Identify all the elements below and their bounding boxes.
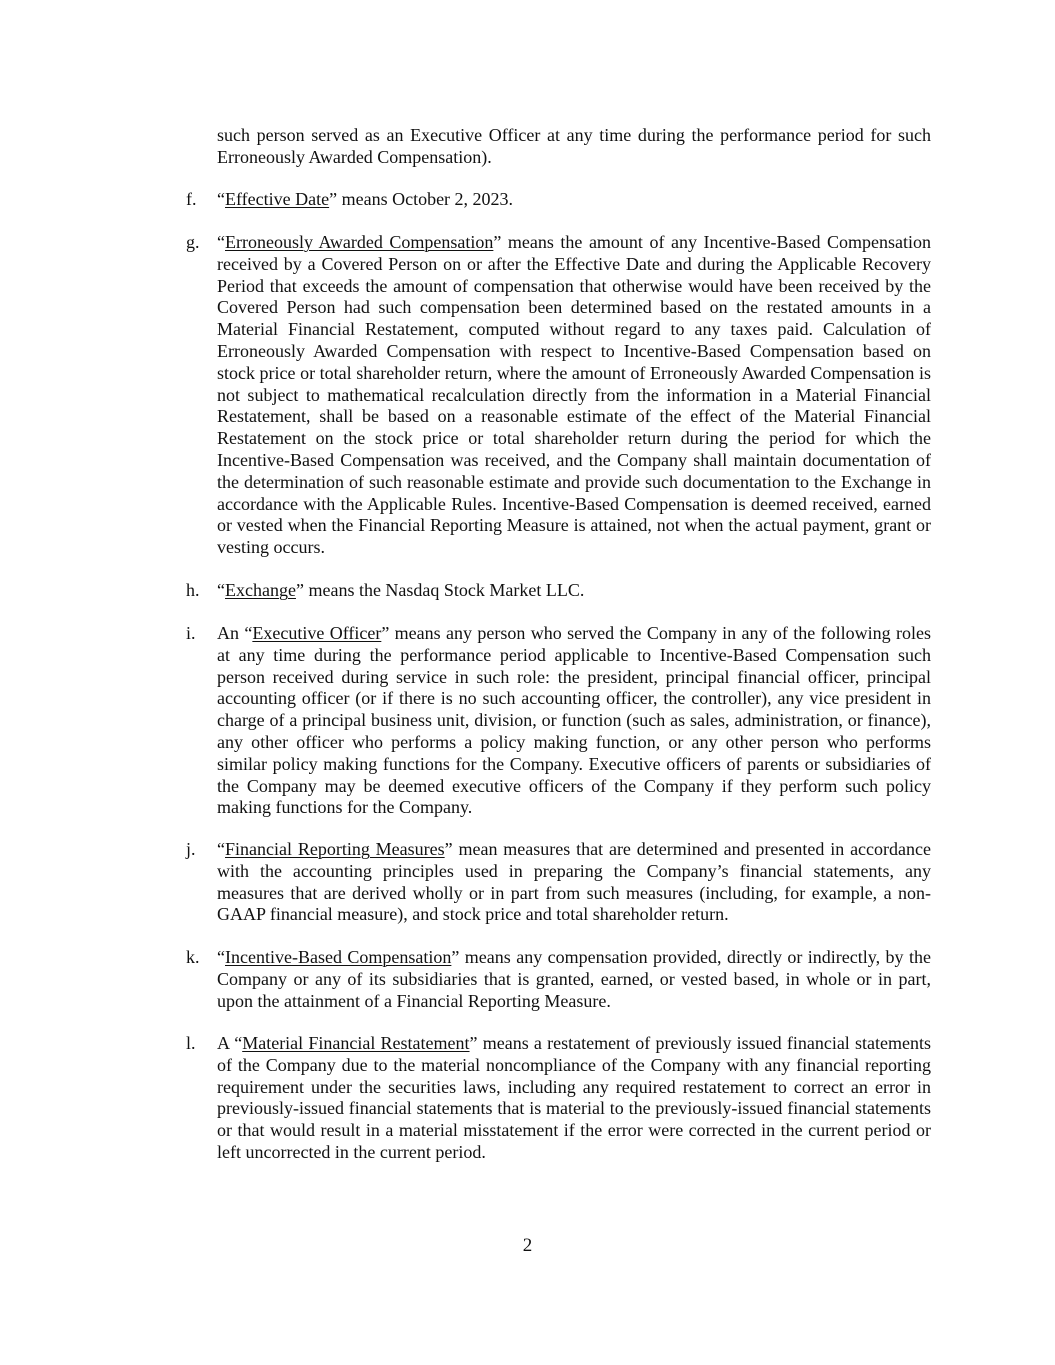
- definition-prefix: “: [217, 232, 225, 252]
- definition-body: ” mean measures that are determined and presented in accordance with the accounting principles used in preparing the Company’s financial statements, any measures that are derived wholly or in part from such measures (including, for example, a non-GAAP financial measure), and stock price and total shareholder return.: [217, 839, 931, 925]
- definition-letter: l.: [186, 1033, 196, 1053]
- defined-term: Financial Reporting Measures: [225, 839, 445, 859]
- definition-text: [217, 1033, 931, 1164]
- definition-i: [186, 623, 931, 819]
- definition-prefix: “: [217, 580, 225, 600]
- definition-prefix: “: [217, 839, 225, 859]
- definition-prefix: An “: [217, 623, 253, 643]
- defined-term: Incentive-Based Compensation: [225, 947, 452, 967]
- definition-text: [217, 189, 931, 211]
- definition-letter: f.: [186, 189, 197, 209]
- defined-term: Exchange: [225, 580, 296, 600]
- definition-body: ” means the Nasdaq Stock Market LLC.: [295, 580, 585, 600]
- definition-text: [217, 947, 931, 1012]
- definition-body: ” means any person who served the Company in any of the following roles at any time during the performance period applicable to Incentive-Based Compensation such person received during service in such role: the president, principal financial officer, principal accounting officer (or if there is no such accounting officer, the controller), any vice president in charge of a principal business unit, division, or function (such as sales, administration, or finance), any other officer who performs a policy making function, or any other person who performs similar policy making functions for the Company. Executive officers of parents or subsidiaries of the Company may be deemed executive officers of the Company if they perform such policy making functions for the Company.: [217, 623, 931, 818]
- defined-term: Erroneously Awarded Compensation: [225, 232, 494, 252]
- definition-letter: j.: [186, 839, 196, 859]
- definition-h: [186, 580, 931, 602]
- definition-l: [186, 1033, 931, 1164]
- definition-body: ” means any compensation provided, directly or indirectly, by the Company or any of its subsidiaries that is granted, earned, or vested based, in whole or in part, upon the attainment of a Financial Reporting Measure.: [217, 947, 931, 1011]
- definition-text: [217, 623, 931, 819]
- definition-g: [186, 232, 931, 559]
- page-number: 2: [522, 1235, 533, 1256]
- defined-term: Material Financial Restatement: [242, 1033, 470, 1053]
- definition-f: [186, 189, 931, 211]
- defined-term: Executive Officer: [252, 623, 382, 643]
- definition-text: [217, 839, 931, 926]
- definition-prefix: A “: [217, 1033, 243, 1053]
- definition-k: [186, 947, 931, 1012]
- definition-prefix: “: [217, 947, 225, 967]
- definition-letter: i.: [186, 623, 196, 643]
- continuation-paragraph: such person served as an Executive Officer at any time during the performance period for such Erroneously Awarded Compensation).: [217, 125, 931, 167]
- definition-text: [217, 580, 931, 602]
- definition-j: [186, 839, 931, 926]
- definition-letter: g.: [186, 232, 200, 252]
- definition-text: [217, 232, 931, 559]
- defined-term: Effective Date: [225, 189, 330, 209]
- definition-letter: h.: [186, 580, 200, 600]
- definition-letter: k.: [186, 947, 200, 967]
- definition-body: ” means October 2, 2023.: [329, 189, 514, 209]
- definition-body: ” means a restatement of previously issued financial statements of the Company due to the material noncompliance of the Company with any financial reporting requirement under the securities laws, including any required restatement to correct an error in previously-issued financial statements that is material to the previously-issued financial statements or that would result in a material misstatement if the error were corrected in the current period or left uncorrected in the current period.: [217, 1033, 931, 1162]
- definition-body: ” means the amount of any Incentive-Based Compensation received by a Covered Person on or after the Effective Date and during the Applicable Recovery Period that exceeds the amount of compensation that otherwise would have been received by the Covered Person had such compensation been determined based on the restated amounts in a Material Financial Restatement, computed without regard to any taxes paid. Calculation of Erroneously Awarded Compensation with respect to Incentive-Based Compensation based on stock price or total shareholder return, where the amount of Erroneously Awarded Compensation is not subject to mathematical recalculation directly from the information in a Material Financial Restatement, shall be based on a reasonable estimate of the effect of the Material Financial Restatement on the stock price or total shareholder return during the period for which the Incentive-Based Compensation was received, and the Company shall maintain documentation of the determination of such reasonable estimate and provide such documentation to the Exchange in accordance with the Applicable Rules. Incentive-Based Compensation is deemed received, earned or vested when the Financial Reporting Measure is attained, not when the actual payment, grant or vesting occurs.: [217, 232, 931, 558]
- definition-prefix: “: [217, 189, 225, 209]
